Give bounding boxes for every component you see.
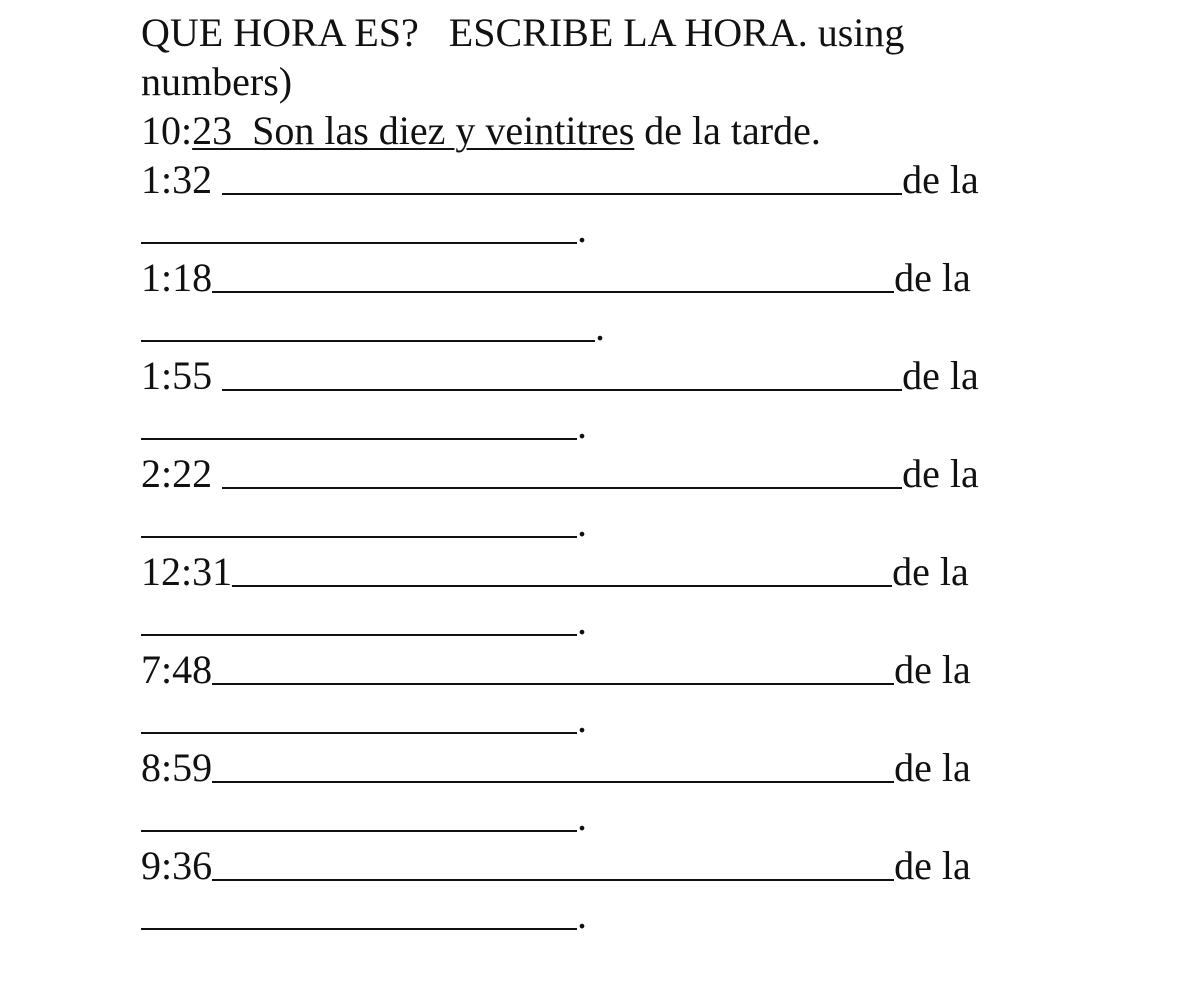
period: . (577, 892, 587, 937)
answer-blank-continued[interactable] (141, 892, 577, 930)
question-continuation-row (141, 400, 1041, 449)
question-row (141, 645, 1041, 694)
question-suffix: de la (902, 353, 979, 398)
worksheet-title-line-2: numbers) (141, 59, 293, 104)
question-time: 1:18 (141, 255, 213, 300)
question-suffix: de la (902, 451, 979, 496)
question-time: 8:59 (141, 745, 213, 790)
question-row (141, 841, 1041, 890)
question-row (141, 253, 1041, 302)
question-list (141, 155, 1041, 939)
question-suffix: de la (892, 549, 969, 594)
question-continuation-row (141, 890, 1041, 939)
answer-blank-continued[interactable] (141, 794, 577, 832)
question-continuation-row (141, 694, 1041, 743)
answer-blank[interactable] (222, 451, 902, 489)
answer-blank[interactable] (212, 647, 894, 685)
example-answer (141, 106, 1041, 155)
worksheet-title-line-1: QUE HORA ES? ESCRIBE LA HORA. using (141, 10, 905, 55)
period: . (577, 794, 587, 839)
question-time: 9:36 (141, 843, 213, 888)
question-time: 1:32 (141, 157, 223, 202)
question-suffix: de la (894, 255, 971, 300)
answer-blank-continued[interactable] (141, 598, 577, 636)
question-continuation-row (141, 204, 1041, 253)
question-row (141, 351, 1041, 400)
answer-blank-continued[interactable] (141, 696, 577, 734)
question-continuation-row (141, 498, 1041, 547)
question-suffix: de la (894, 843, 971, 888)
question-continuation-row (141, 596, 1041, 645)
example-time-prefix: 10: (141, 108, 193, 153)
question-row (141, 449, 1041, 498)
answer-blank-continued[interactable] (141, 206, 577, 244)
period: . (577, 598, 587, 643)
worksheet (141, 8, 1041, 939)
answer-blank-continued[interactable] (141, 304, 595, 342)
answer-blank-continued[interactable] (141, 500, 577, 538)
period: . (577, 206, 587, 251)
question-time: 2:22 (141, 451, 223, 496)
question-time: 1:55 (141, 353, 223, 398)
example-rest: de la tarde. (634, 108, 821, 153)
answer-blank[interactable] (212, 843, 894, 881)
question-suffix: de la (894, 647, 971, 692)
answer-blank[interactable] (222, 353, 902, 391)
question-suffix: de la (902, 157, 979, 202)
period: . (595, 304, 605, 349)
example-underlined-answer: 23 Son las diez y veintitres (192, 108, 635, 153)
question-row (141, 547, 1041, 596)
question-suffix: de la (894, 745, 971, 790)
question-time: 7:48 (141, 647, 213, 692)
period: . (577, 402, 587, 447)
question-continuation-row (141, 792, 1041, 841)
answer-blank[interactable] (222, 157, 902, 195)
period: . (577, 500, 587, 545)
answer-blank-continued[interactable] (141, 402, 577, 440)
question-row (141, 743, 1041, 792)
answer-blank[interactable] (212, 745, 894, 783)
question-continuation-row (141, 302, 1041, 351)
period: . (577, 696, 587, 741)
question-row (141, 155, 1041, 204)
answer-blank[interactable] (232, 549, 892, 587)
question-time: 12:31 (141, 549, 233, 594)
answer-blank[interactable] (212, 255, 894, 293)
